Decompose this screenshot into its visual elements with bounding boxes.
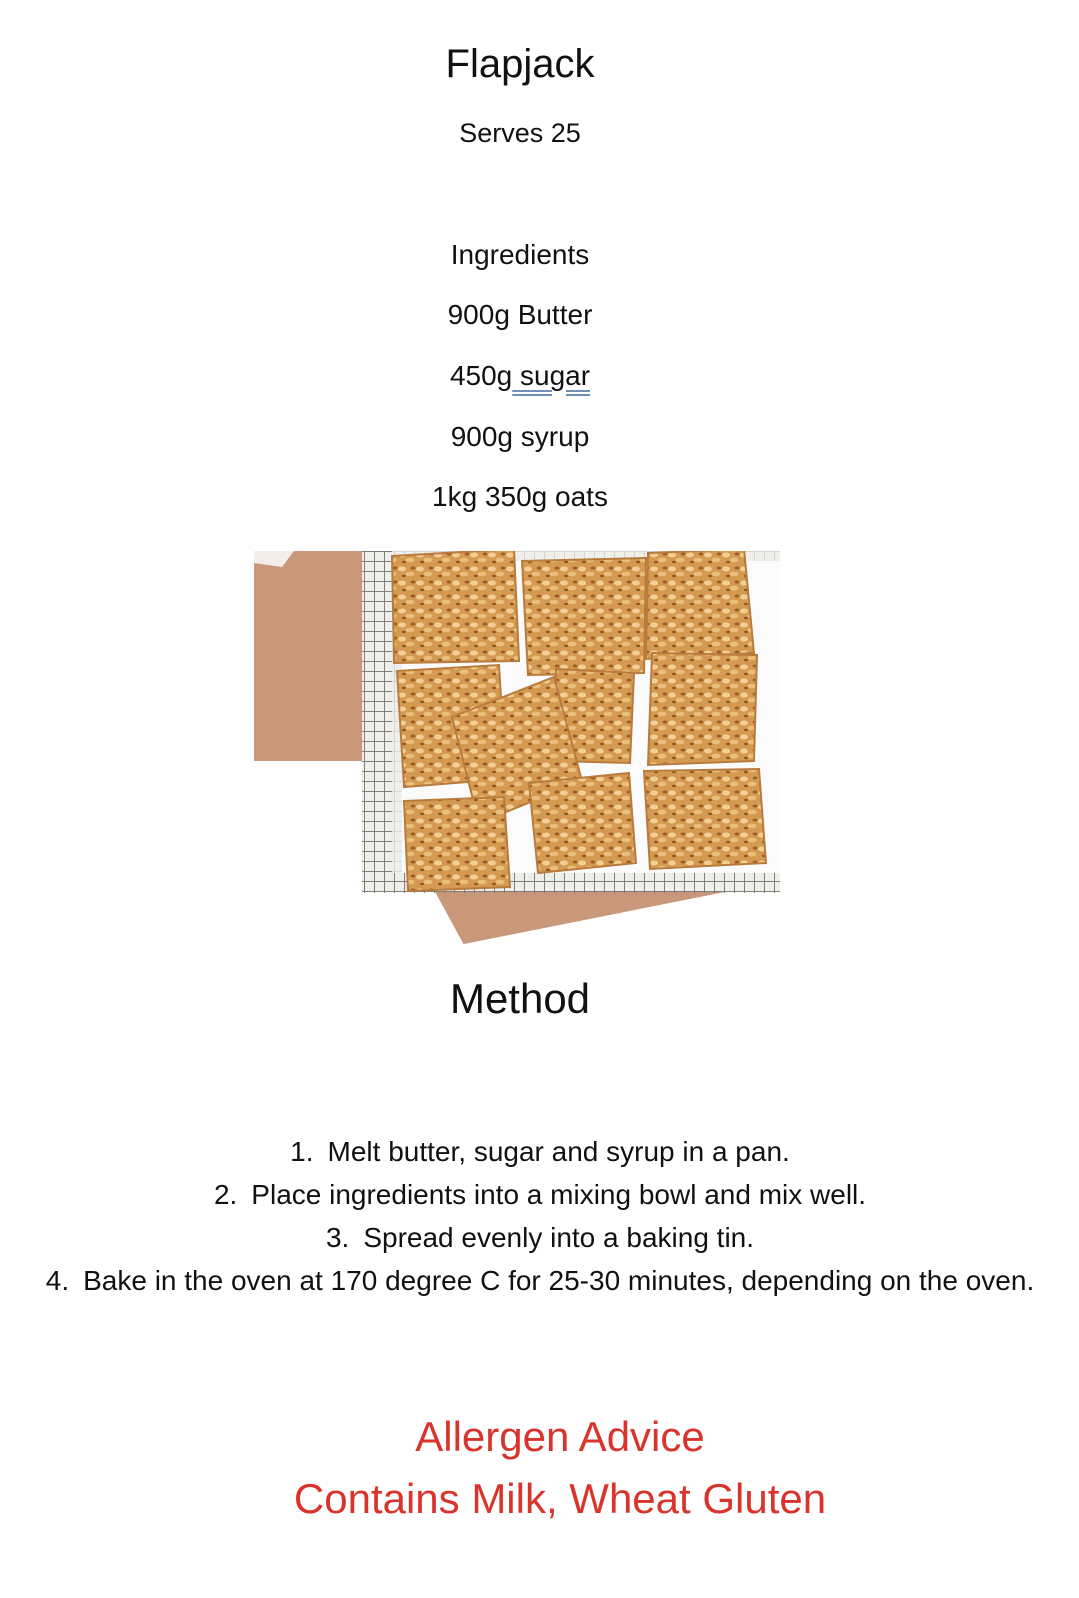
method-step <box>40 1259 1040 1302</box>
ingredient-line <box>0 357 1040 395</box>
step-number: 3. <box>325 1222 350 1253</box>
ingredient-item: syrup <box>520 421 590 452</box>
ingredients-heading: Ingredients <box>450 239 590 270</box>
allergen-text: Contains Milk, Wheat Gluten <box>293 1475 827 1522</box>
method-step <box>40 1216 1040 1259</box>
ingredient-qty: 1kg 350g <box>432 481 548 512</box>
step-number: 4. <box>45 1265 70 1296</box>
serves-label: Serves 25 <box>459 118 581 148</box>
ingredient-item: oats <box>555 481 608 512</box>
flapjack-photo <box>254 551 780 945</box>
ingredient-qty: 450g <box>449 360 513 391</box>
step-text: Melt butter, sugar and syrup in a pan. <box>327 1136 790 1167</box>
ingredient-item: Butter <box>517 299 593 330</box>
step-text: Place ingredients into a mixing bowl and mix well. <box>251 1179 867 1210</box>
step-number: 1. <box>290 1136 314 1167</box>
method-step <box>40 1130 1040 1173</box>
ingredient-item: sugar <box>512 360 591 391</box>
method-steps <box>40 1130 1040 1302</box>
ingredient-line <box>0 418 1040 456</box>
step-text: Bake in the oven at 170 degree C for 25-30 minutes, depending on the oven. <box>83 1265 1035 1296</box>
step-number: 2. <box>213 1179 238 1210</box>
step-text: Spread evenly into a baking tin. <box>363 1222 755 1253</box>
allergen-title: Allergen Advice <box>415 1413 705 1460</box>
recipe-title: Flapjack <box>445 42 595 86</box>
ingredient-line <box>0 296 1040 334</box>
method-step <box>40 1173 1040 1216</box>
method-heading: Method <box>449 975 591 1022</box>
ingredient-qty: 900g <box>450 421 514 452</box>
ingredient-qty: 900g <box>447 299 510 330</box>
ingredient-line <box>0 478 1040 516</box>
